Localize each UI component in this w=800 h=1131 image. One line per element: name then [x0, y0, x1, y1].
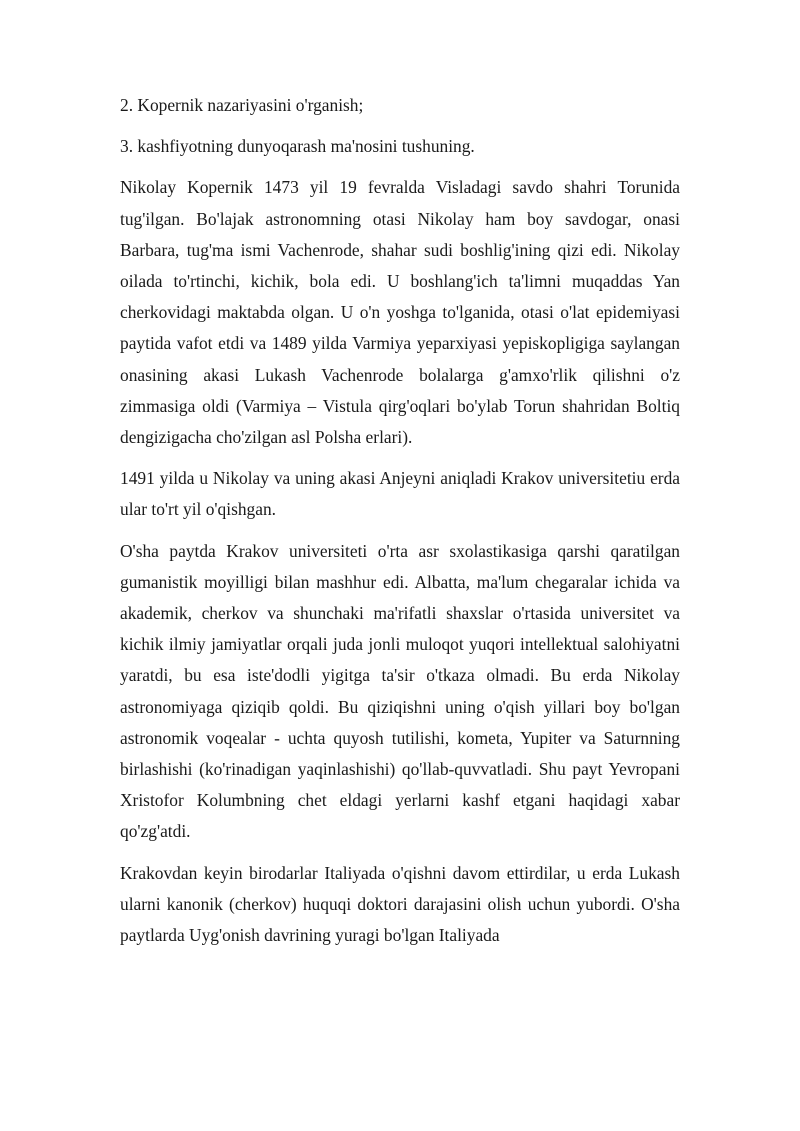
list-item: 3. kashfiyotning dunyoqarash ma'nosini tushuning. [120, 136, 475, 157]
document-body [120, 90, 680, 961]
paragraph: Krakovdan keyin birodarlar Italiyada o'qishni davom ettirdilar, u erda Lukash ularni kanonik (cherkov) huquqi doktori darajasini olish uchun yubordi. O'sha paytlarda Uyg'onish davrining yuragi bo'lgan Italiyada [120, 862, 680, 946]
paragraph: 1491 yilda u Nikolay va uning akasi Anjeyni aniqladi Krakov universitetiu erda ular to'rt yil o'qishgan. [120, 468, 680, 520]
paragraph: O'sha paytda Krakov universiteti o'rta asr sxolastikasiga qarshi qaratilgan gumanistik moyilligi bilan mashhur edi. Albatta, ma'lum chegaralar ichida va akademik, cherkov va shunchaki ma'rifatli shaxslar o'rtasida universitet va kichik ilmiy jamiyatlar orqali juda jonli muloqot yuqori intellektual salohiyatni yaratdi, bu esa iste'dodli yigitga ta'sir o'tkaza olmadi. Bu erda Nikolay astronomiyaga qiziqib qoldi. Bu qiziqishni uning o'qish yillari boy bo'lgan astronomik voqealar - uchta quyosh tutilishi, kometa, Yupiter va Saturnning birlashishi (ko'rinadigan yaqinlashishi) qo'llab-quvvatladi. Shu payt Yevropani Xristofor Kolumbning chet eldagi yerlarni kashf etgani haqidagi xabar qo'zg'atdi. [120, 540, 680, 842]
list-item: 2. Kopernik nazariyasini o'rganish; [120, 95, 364, 115]
paragraph: Nikolay Kopernik 1473 yil 19 fevralda Visladagi savdo shahri Torunida tug'ilgan. Bo'lajak astronomning otasi Nikolay ham boy savdogar, onasi Barbara, tug'ma ismi Vachenrode, shahar sudi boshlig'ining qizi edi. Nikolay oilada to'rtinchi, kichik, bola edi. U boshlang'ich ta'limni muqaddas Yan cherkovidagi maktabda olgan. U o'n yoshga to'lganida, otasi o'lat epidemiyasi paytida vafot etdi va 1489 yilda Varmiya yeparxiyasi yepiskopligiga saylangan onasining akasi Lukash Vachenrode bolalarga g'amxo'rlik qilishni o'z zimmasiga oldi (Varmiya – Vistula qirg'oqlari bo'ylab Torun shahridan Boltiq dengizigacha cho'zilgan asl Polsha erlari). [120, 177, 680, 448]
